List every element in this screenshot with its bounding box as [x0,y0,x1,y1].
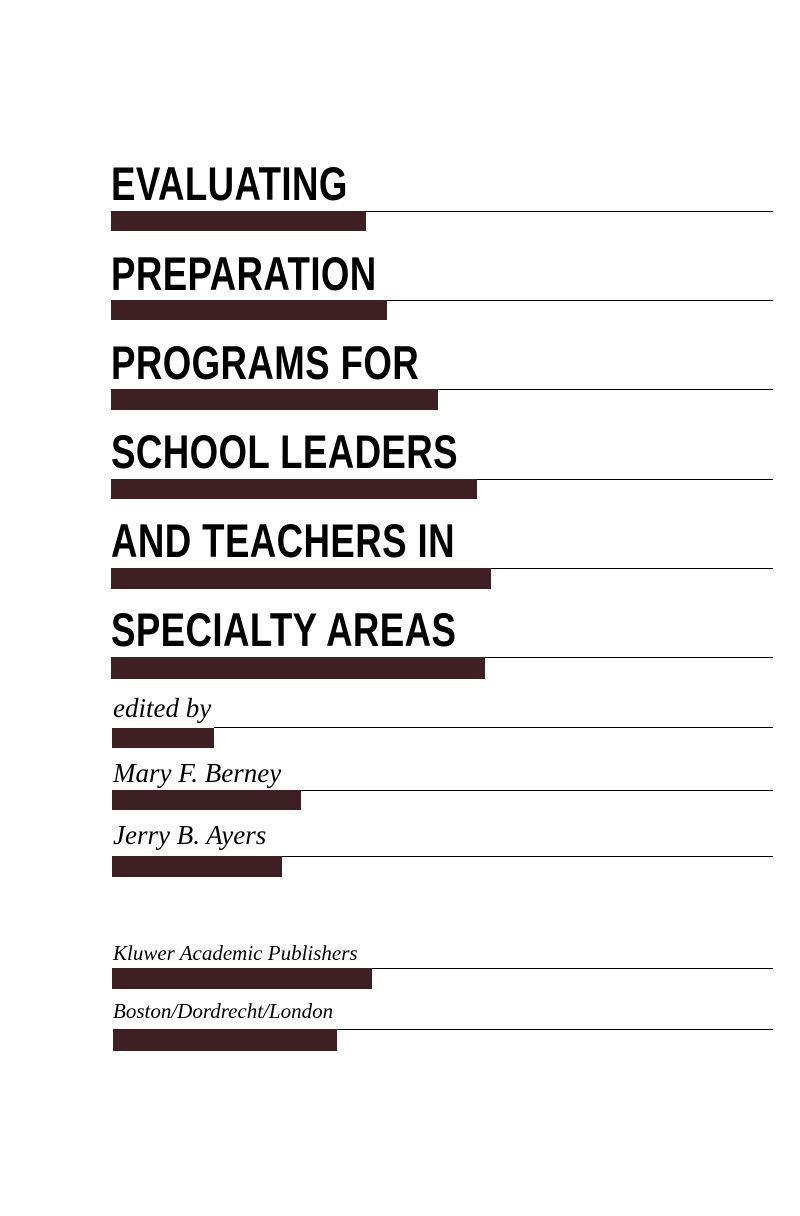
title-line-4-rule [477,479,773,480]
editor-2-rule [282,856,773,857]
title-line-2-rule [387,300,773,301]
editor-1: Mary F. Berney [113,758,282,788]
title-line-6: SPECIALTY AREAS [111,603,457,656]
title-line-5: AND TEACHERS IN [111,514,455,567]
edited-by-label: edited by [113,693,212,723]
publisher-locations: Boston/Dordrecht/London [113,999,334,1023]
title-line-5-bar [111,568,491,589]
editor-2-bar [112,856,282,877]
title-line-3: PROGRAMS FOR [111,336,420,389]
title-line-1-bar [111,211,366,231]
publisher-rule [372,968,773,969]
title-line-6-rule [485,657,773,658]
title-line-4-bar [111,479,477,499]
title-line-3-rule [438,389,773,390]
publisher-locations-bar [113,1029,337,1051]
title-line-1: EVALUATING [111,157,348,210]
edited-by-bar [112,728,214,748]
title-line-6-bar [111,657,485,679]
title-line-5-rule [491,568,773,569]
title-line-2: PREPARATION [111,247,377,300]
editor-1-rule [301,790,773,791]
title-line-1-rule [366,211,773,212]
publisher-bar [112,968,372,989]
title-line-3-bar [111,389,438,410]
title-line-4: SCHOOL LEADERS [111,425,458,478]
publisher-locations-rule [337,1029,773,1030]
title-line-2-bar [111,300,387,320]
editor-2: Jerry B. Ayers [113,820,267,850]
edited-by-rule [214,727,773,728]
editor-1-bar [112,790,301,810]
publisher: Kluwer Academic Publishers [113,941,358,965]
